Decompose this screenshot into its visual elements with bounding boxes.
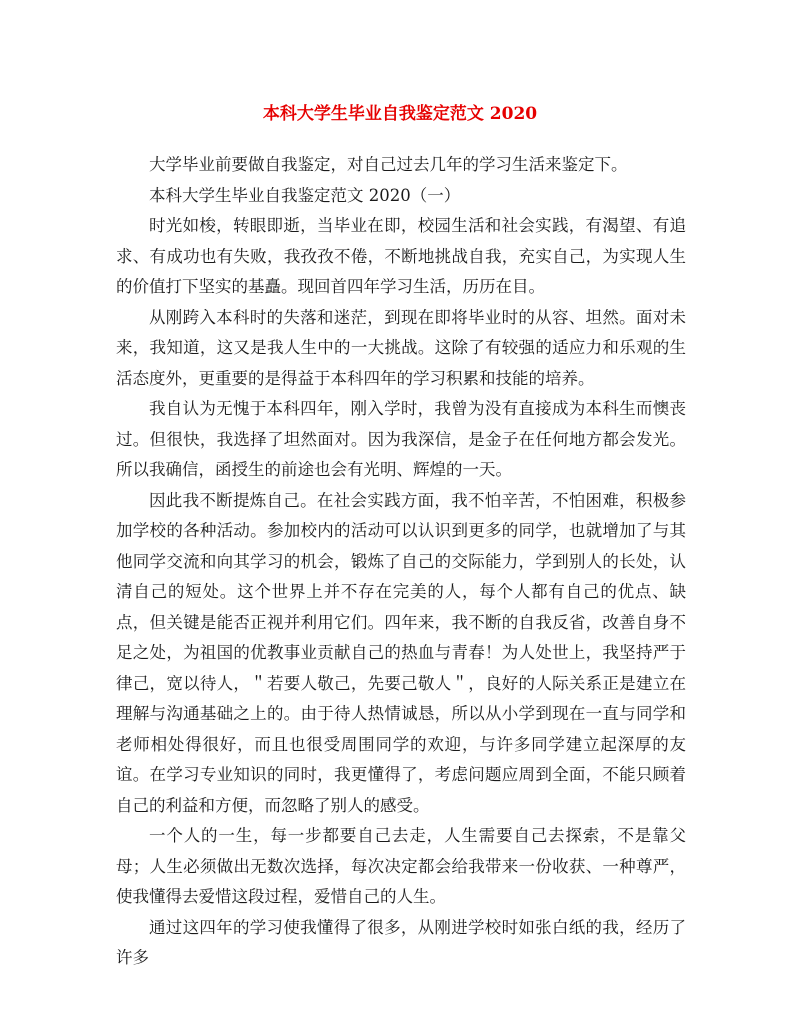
paragraph-5: 一个人的一生，每一步都要自己去走，人生需要自己去探索，不是靠父母；人生必须做出无数次选择，每次决定都会给我带来一份收获、一种尊严，使我懂得去爱惜这段过程，爱惜自己的人生。: [116, 826, 686, 906]
paragraph-4: 因此我不断提炼自己。在社会实践方面，我不怕辛苦，不怕困难，积极参加学校的各种活动。参加校内的活动可以认识到更多的同学，也就增加了与其他同学交流和向其学习的机会，锻炼了自己的交际能力，学到别人的长处，认清自己的短处。这个世界上并不存在完美的人，每个人都有自己的优点、缺点，但关键是能否正视并利用它们。四年来，我不断的自我反省，改善自身不足之处，为祖国的优教事业贡献自己的热血与青春！为人处世上，我坚持严于律己，宽以待人，＂若要人敬己，先要己敬人＂，良好的人际关系正是建立在理解与沟通基础之上的。由于待人热情诚恳，所以从小学到现在一直与同学和老师相处得很好，而且也很受周围同学的欢迎，与许多同学建立起深厚的友谊。在学习专业知识的同时，我更懂得了，考虑问题应周到全面，不能只顾着自己的利益和方便，而忽略了别人的感受。: [116, 490, 686, 815]
paragraph-intro: 大学毕业前要做自我鉴定，对自己过去几年的学习生活来鉴定下。: [149, 155, 628, 174]
document-body: [116, 150, 686, 974]
paragraph-subtitle: 本科大学生毕业自我鉴定范文 2020（一）: [149, 185, 461, 205]
paragraph-3: 我自认为无愧于本科四年，刚入学时，我曾为没有直接成为本科生而懊丧过。但很快，我选择了坦然面对。因为我深信，是金子在任何地方都会发光。所以我确信，函授生的前途也会有光明、辉煌的一天。: [116, 399, 686, 479]
paragraph-1: 时光如梭，转眼即逝，当毕业在即，校园生活和社会实践，有渴望、有追求、有成功也有失败，我孜孜不倦，不断地挑战自我，充实自己，为实现人生的价值打下坚实的基矗。现回首四年学习生活，历历在目。: [116, 216, 686, 296]
document-title: 本科大学生毕业自我鉴定范文 2020: [262, 104, 538, 124]
paragraph-2: 从刚跨入本科时的失落和迷茫，到现在即将毕业时的从容、坦然。面对未来，我知道，这又是我人生中的一大挑战。这除了有较强的适应力和乐观的生活态度外，更重要的是得益于本科四年的学习积累和技能的培养。: [116, 307, 686, 388]
paragraph-6: 通过这四年的学习使我懂得了很多，从刚进学校时如张白纸的我，经历了许多: [116, 917, 686, 967]
